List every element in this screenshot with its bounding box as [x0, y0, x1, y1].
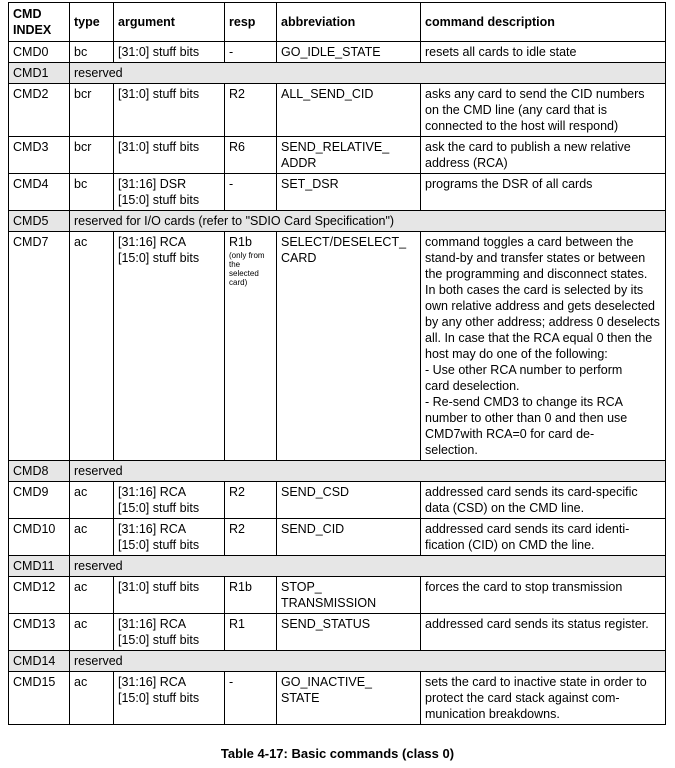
cell-type: bc [70, 174, 114, 211]
cell-index: CMD4 [9, 174, 70, 211]
cell-argument: [31:16] RCA [15:0] stuff bits [114, 519, 225, 556]
table-row [9, 211, 666, 232]
cell-abbreviation: ALL_SEND_CID [277, 84, 421, 137]
cell-index: CMD13 [9, 614, 70, 651]
cell-argument: [31:16] DSR [15:0] stuff bits [114, 174, 225, 211]
table-row [9, 461, 666, 482]
cell-description: addressed card sends its card-specific data (CSD) on the CMD line. [421, 482, 666, 519]
cell-abbreviation: SET_DSR [277, 174, 421, 211]
cell-argument: [31:16] RCA [15:0] stuff bits [114, 614, 225, 651]
cell-reserved: reserved [70, 63, 666, 84]
table-row [9, 63, 666, 84]
header-type: type [70, 3, 114, 42]
resp-value: R6 [229, 140, 245, 154]
cell-reserved: reserved [70, 651, 666, 672]
cell-index: CMD8 [9, 461, 70, 482]
cell-abbreviation: GO_INACTIVE_ STATE [277, 672, 421, 725]
resp-value: R1 [229, 617, 245, 631]
cell-index: CMD12 [9, 577, 70, 614]
cell-type: ac [70, 614, 114, 651]
cell-index: CMD2 [9, 84, 70, 137]
cell-reserved: reserved [70, 556, 666, 577]
cell-resp [225, 174, 277, 211]
cell-resp [225, 232, 277, 461]
cell-index: CMD1 [9, 63, 70, 84]
cell-type: ac [70, 577, 114, 614]
cell-index: CMD10 [9, 519, 70, 556]
cell-type: bcr [70, 137, 114, 174]
table-row [9, 651, 666, 672]
cell-index: CMD0 [9, 42, 70, 63]
header-argument: argument [114, 3, 225, 42]
table-row [9, 556, 666, 577]
cell-index: CMD9 [9, 482, 70, 519]
resp-value: R2 [229, 485, 245, 499]
resp-note: (only from the selected card) [229, 251, 265, 287]
cell-description: command toggles a card between the stand-by and transfer states or between the programming and disconnect states. In both cases the card is selected by its own relative address and gets deselected by any other address; address 0 deselects all. In case that the RCA equal 0 then the host may do one of the following: - Use other RCA number to perform card deselection. - Re-send CMD3 to change its RCA number to other than 0 and then use CMD7with RCA=0 for card de- selection. [421, 232, 666, 461]
table-row [9, 672, 666, 725]
table-row [9, 137, 666, 174]
cell-type: bcr [70, 84, 114, 137]
cell-type: ac [70, 519, 114, 556]
header-resp: resp [225, 3, 277, 42]
cell-abbreviation: SEND_CID [277, 519, 421, 556]
cell-resp [225, 519, 277, 556]
table-row [9, 174, 666, 211]
cell-argument: [31:0] stuff bits [114, 577, 225, 614]
header-description: command description [421, 3, 666, 42]
cell-type: ac [70, 482, 114, 519]
cell-abbreviation: SELECT/DESELECT_ CARD [277, 232, 421, 461]
cell-description: programs the DSR of all cards [421, 174, 666, 211]
cell-type: bc [70, 42, 114, 63]
cell-argument: [31:16] RCA [15:0] stuff bits [114, 482, 225, 519]
table-row [9, 519, 666, 556]
table-row [9, 482, 666, 519]
cell-argument: [31:0] stuff bits [114, 42, 225, 63]
table-row [9, 42, 666, 63]
cell-resp [225, 614, 277, 651]
resp-value: R2 [229, 87, 245, 101]
basic-commands-table [8, 2, 666, 725]
table-row [9, 84, 666, 137]
resp-value: - [229, 675, 234, 689]
table-row [9, 232, 666, 461]
cell-argument: [31:0] stuff bits [114, 84, 225, 137]
cell-argument: [31:0] stuff bits [114, 137, 225, 174]
cell-argument: [31:16] RCA [15:0] stuff bits [114, 672, 225, 725]
table-caption: Table 4-17: Basic commands (class 0) [220, 746, 455, 761]
resp-value: R1b [229, 580, 252, 594]
cell-reserved: reserved for I/O cards (refer to "SDIO Card Specification") [70, 211, 666, 232]
cell-abbreviation: SEND_RELATIVE_ ADDR [277, 137, 421, 174]
cell-description: addressed card sends its status register. [421, 614, 666, 651]
table-header-row [9, 3, 666, 42]
resp-value: - [229, 45, 234, 59]
cell-resp [225, 42, 277, 63]
resp-value: - [229, 177, 234, 191]
cell-resp [225, 84, 277, 137]
cell-description: addressed card sends its card identi- fication (CID) on CMD the line. [421, 519, 666, 556]
cell-reserved: reserved [70, 461, 666, 482]
cell-type: ac [70, 672, 114, 725]
cell-abbreviation: STOP_ TRANSMISSION [277, 577, 421, 614]
cell-description: sets the card to inactive state in order to protect the card stack against com- munication breakdowns. [421, 672, 666, 725]
cell-index: CMD7 [9, 232, 70, 461]
header-abbreviation: abbreviation [277, 3, 421, 42]
cell-abbreviation: SEND_STATUS [277, 614, 421, 651]
header-index: CMD INDEX [9, 3, 70, 42]
cell-index: CMD14 [9, 651, 70, 672]
table-row [9, 577, 666, 614]
cell-index: CMD5 [9, 211, 70, 232]
resp-value: R1b [229, 235, 252, 249]
resp-value: R2 [229, 522, 245, 536]
cell-resp [225, 577, 277, 614]
cell-description: ask the card to publish a new relative address (RCA) [421, 137, 666, 174]
cell-description: asks any card to send the CID numbers on the CMD line (any card that is connected to the host will respond) [421, 84, 666, 137]
cell-resp [225, 672, 277, 725]
table-row [9, 614, 666, 651]
cell-abbreviation: GO_IDLE_STATE [277, 42, 421, 63]
cell-abbreviation: SEND_CSD [277, 482, 421, 519]
cell-index: CMD11 [9, 556, 70, 577]
cell-index: CMD15 [9, 672, 70, 725]
cell-type: ac [70, 232, 114, 461]
cell-description: resets all cards to idle state [421, 42, 666, 63]
cell-resp [225, 482, 277, 519]
cell-resp [225, 137, 277, 174]
cell-index: CMD3 [9, 137, 70, 174]
cell-argument: [31:16] RCA [15:0] stuff bits [114, 232, 225, 461]
cell-description: forces the card to stop transmission [421, 577, 666, 614]
